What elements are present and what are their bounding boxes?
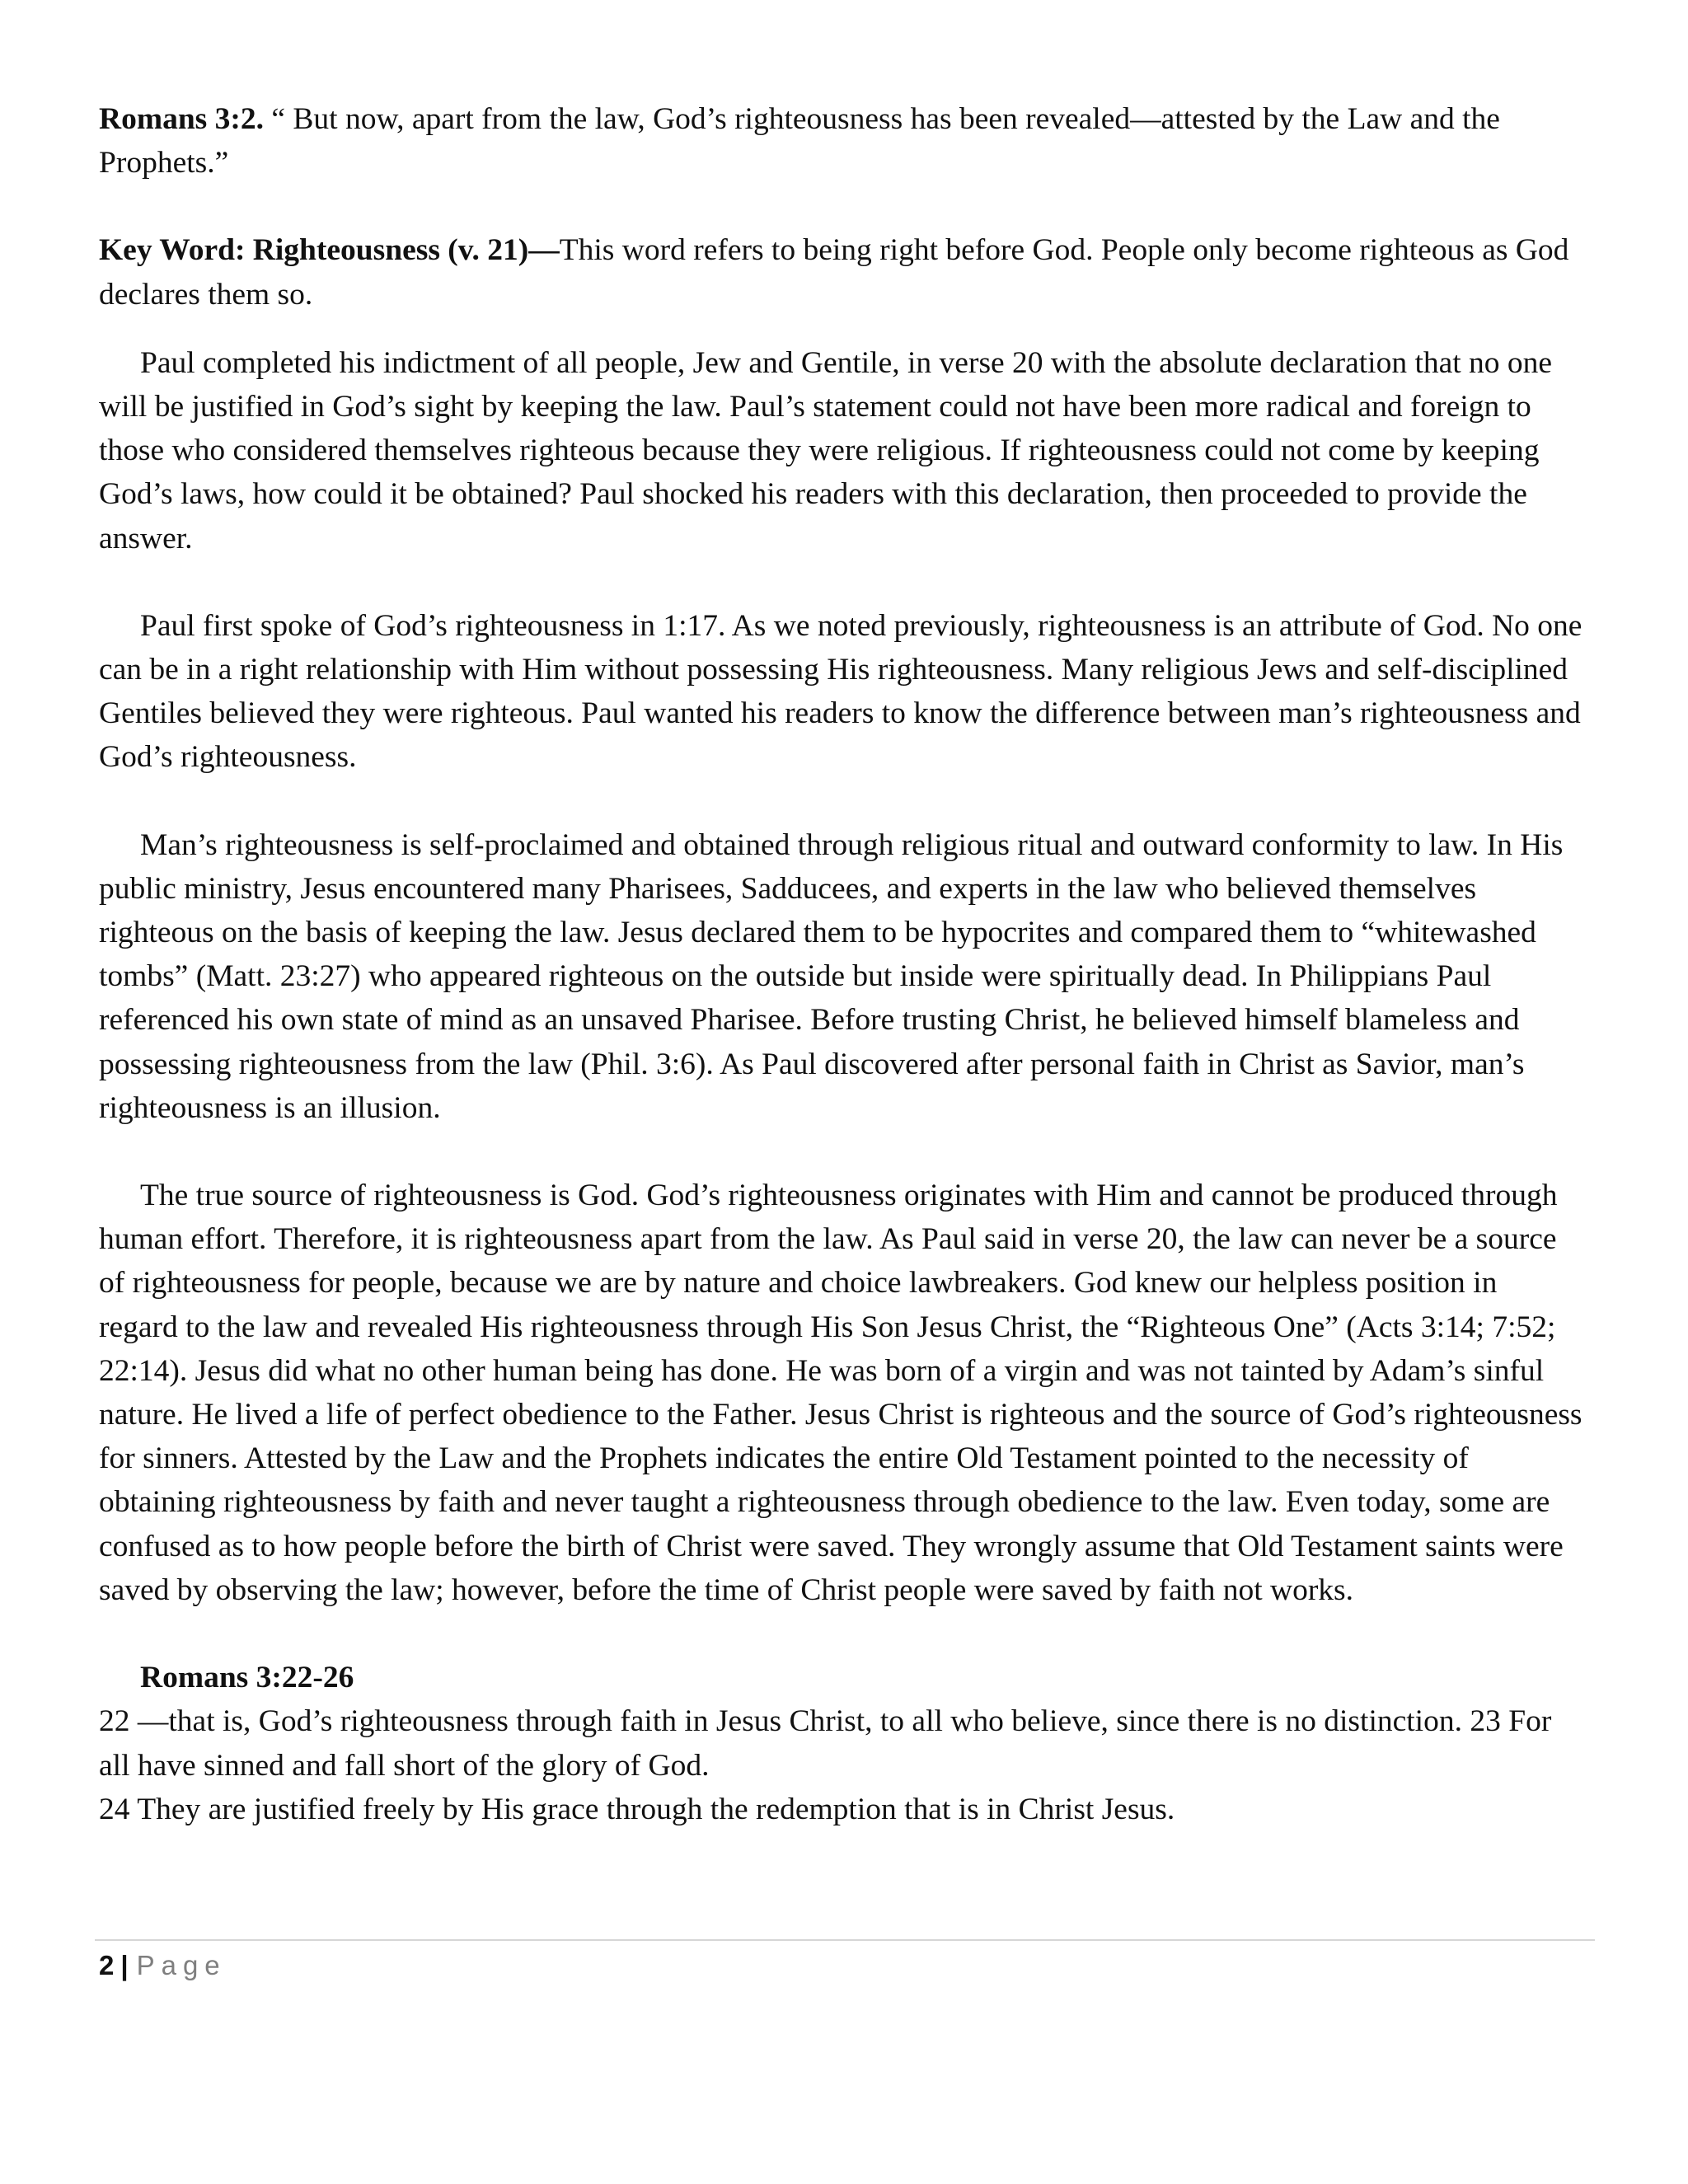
footer-divider (95, 1939, 1595, 1941)
paragraph: The true source of righteousness is God. God’s righteousness originates with Him and cannot be produced through human effort. Therefore, it is righteousness apart from the law. As Paul said in verse 20, the law can never be a source of righteousness for people, because we are by nature and choice lawbreakers. God knew our helpless position in regard to the law and revealed His righteousness through His Son Jesus Christ, the “Righteous One” (Acts 3:14; 7:52; 22:14). Jesus did what no other human being has done. He was born of a virgin and was not tainted by Adam’s sinful nature. He lived a life of perfect obedience to the Father. Jesus Christ is righteous and the source of God’s righteousness for sinners. Attested by the Law and the Prophets indicates the entire Old Testament pointed to the necessity of obtaining righteousness by faith and never taught a righteousness through obedience to the law. Even today, some are confused as to how people before the birth of Christ were saved. They wrongly assume that Old Testament saints were saved by observing the law; however, before the time of Christ people were saved by faith not works. (99, 1179, 1582, 1607)
paragraph: Man’s righteousness is self-proclaimed and obtained through religious ritual and outward conformity to law. In His public ministry, Jesus encountered many Pharisees, Sadducees, and experts in the law who believed themselves righteous on the basis of keeping the law. Jesus declared them to be hypocrites and compared them to “whitewashed tombs” (Matt. 23:27) who appeared righteous on the outside but inside were spiritually dead. In Philippians Paul referenced his own state of mind as an unsaved Pharisee. Before trusting Christ, he believed himself blameless and possessing righteousness from the law (Phil. 3:6). As Paul discovered after personal faith in Christ as Savior, man’s righteousness is an illusion. (99, 827, 1564, 1125)
verse-intro-text: “ But now, apart from the law, God’s righteousness has been revealed—attested by the Law and the Prophets.” (99, 102, 1500, 180)
verse-intro (99, 97, 1582, 185)
page-number: 2 (99, 1950, 115, 1980)
paragraph: Paul completed his indictment of all people, Jew and Gentile, in verse 20 with the absolute declaration that no one will be justified in God’s sight by keeping the law. Paul’s statement could not have been more radical and foreign to those who considered themselves righteous because they were religious. If righteousness could not come by keeping God’s laws, how could it be obtained? Paul shocked his readers with this declaration, then proceeded to provide the answer. (99, 345, 1553, 555)
verse-intro-ref: Romans 3:2. (99, 102, 265, 136)
page-label: Page (136, 1950, 227, 1980)
footer-separator: | (120, 1950, 129, 1980)
paragraph: Paul first spoke of God’s righteousness in 1:17. As we noted previously, righteousness is an attribute of God. No one can be in a right relationship with Him without possessing His righteousness. Many religious Jews and self-disciplined Gentiles believed they were righteous. Paul wanted his readers to know the difference between man’s righteousness and God’s righteousness. (99, 608, 1582, 775)
passage-line: 22 —that is, God’s righteousness through faith in Jesus Christ, to all who believe, since there is no distinction. 23 For all have sinned and fall short of the glory of God. (99, 1704, 1552, 1783)
key-word-text: This word refers to being right before God. People only become righteous as God declares them so. (99, 233, 1569, 312)
key-word-label: Key Word: Righteousness (v. 21)— (99, 233, 560, 268)
key-word-definition (99, 228, 1582, 316)
page-footer (99, 1947, 227, 1984)
document-body (99, 97, 1582, 1831)
passage-heading: Romans 3:22-26 (140, 1661, 354, 1695)
passage-line: 24 They are justified freely by His grace through the redemption that is in Christ Jesus. (99, 1792, 1175, 1826)
